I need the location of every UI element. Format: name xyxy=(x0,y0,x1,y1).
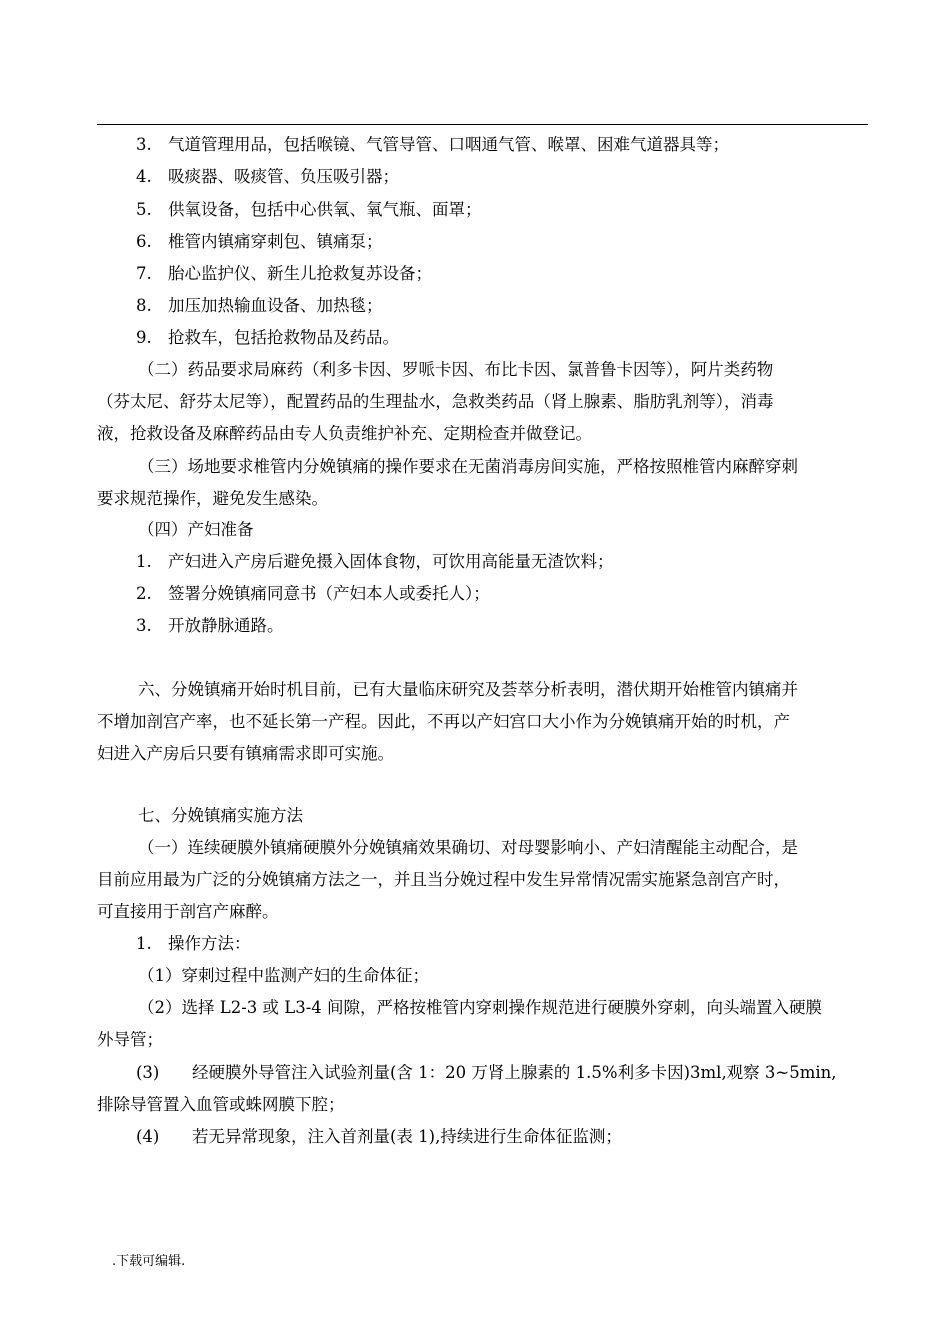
paragraph-line: （2）选择 L2-3 或 L3-4 间隙，严格按椎管内穿刺操作规范进行硬膜外穿刺，向头端置入硬膜 xyxy=(138,998,823,1017)
paragraph-line: （芬太尼、舒芬太尼等），配置药品的生理盐水，急救类药品（肾上腺素、脂肪乳剂等），消毒 xyxy=(97,392,774,411)
item-text: 若无异常现象，注入首剂量(表 1),持续进行生命体征监测； xyxy=(192,1127,622,1146)
list-item xyxy=(136,226,868,258)
paragraph-line: （一）连续硬膜外镇痛硬膜外分娩镇痛效果确切、对母婴影响小、产妇清醒能主动配合，是 xyxy=(138,838,798,857)
item-text: 气道管理用品，包括喉镜、气管导管、口咽通气管、喉罩、困难气道器具等； xyxy=(168,135,729,154)
item-number: 2. xyxy=(136,584,152,603)
item-text: 开放静脉通路。 xyxy=(168,616,284,635)
item-number: 5. xyxy=(136,200,152,219)
list-item xyxy=(136,928,868,960)
item-text: 供氧设备，包括中心供氧、氧气瓶、面罩； xyxy=(168,200,482,219)
paragraph-line: 不增加剖宫产率，也不延长第一产程。因此，不再以产妇宫口大小作为分娩镇痛开始的时机，产 xyxy=(97,712,790,731)
list-item xyxy=(136,1057,868,1089)
paragraph-line: 外导管； xyxy=(97,1030,163,1049)
list-item xyxy=(136,322,868,354)
list-item xyxy=(136,258,868,290)
item-text: 操作方法： xyxy=(168,934,251,953)
item-number: 3. xyxy=(136,616,152,635)
paragraph-line: 排除导管置入血管或蛛网膜下腔； xyxy=(97,1095,345,1114)
paragraph-line: 可直接用于剖宫产麻醉。 xyxy=(97,902,279,921)
item-text: 吸痰器、吸痰管、负压吸引器； xyxy=(168,167,399,186)
list-item xyxy=(136,578,868,610)
item-text: 产妇进入产房后避免摄入固体食物，可饮用高能量无渣饮料； xyxy=(168,552,614,571)
item-text: 抢救车，包括抢救物品及药品。 xyxy=(168,328,399,347)
list-item xyxy=(136,610,868,642)
paragraph-line: 目前应用最为广泛的分娩镇痛方法之一，并且当分娩过程中发生异常情况需实施紧急剖宫产时， xyxy=(97,870,790,889)
item-number: 1. xyxy=(136,552,152,571)
item-number: 4. xyxy=(136,167,152,186)
section-heading: （四）产妇准备 xyxy=(138,520,254,539)
item-number: 9. xyxy=(136,328,152,347)
list-item xyxy=(136,161,868,193)
item-text: 加压加热输血设备、加热毯； xyxy=(168,296,383,315)
item-number: 3. xyxy=(136,135,152,154)
page-footer: .下载可编辑. xyxy=(112,1254,186,1269)
item-text: 签署分娩镇痛同意书（产妇本人或委托人）； xyxy=(168,584,490,603)
item-number: 7. xyxy=(136,264,152,283)
list-item xyxy=(136,194,868,226)
paragraph-line: 妇进入产房后只要有镇痛需求即可实施。 xyxy=(97,744,394,763)
item-text: 椎管内镇痛穿刺包、镇痛泵； xyxy=(168,232,383,251)
paragraph-line: （三）场地要求椎管内分娩镇痛的操作要求在无菌消毒房间实施，严格按照椎管内麻醉穿刺 xyxy=(138,457,798,476)
list-item xyxy=(136,290,868,322)
list-item xyxy=(136,546,868,578)
paragraph-line: 要求规范操作，避免发生感染。 xyxy=(97,489,328,508)
item-number: 8. xyxy=(136,296,152,315)
paragraph-line: （1）穿刺过程中监测产妇的生命体征； xyxy=(138,966,429,985)
header-rule xyxy=(97,124,868,125)
paragraph-line: 六、分娩镇痛开始时机目前，已有大量临床研究及荟萃分析表明，潜伏期开始椎管内镇痛并 xyxy=(138,680,798,699)
item-number: 1. xyxy=(136,934,152,953)
item-number: 6. xyxy=(136,232,152,251)
section-heading: 七、分娩镇痛实施方法 xyxy=(138,806,303,825)
item-number: (4) xyxy=(136,1127,160,1146)
list-item xyxy=(136,129,868,161)
item-text: 经硬膜外导管注入试验剂量(含 1：20 万肾上腺素的 1.5%利多卡因)3ml,观察 3~5min, xyxy=(192,1063,837,1082)
item-number: (3) xyxy=(136,1063,160,1082)
item-text: 胎心监护仪、新生儿抢救复苏设备； xyxy=(168,264,432,283)
paragraph-line: 液，抢救设备及麻醉药品由专人负责维护补充、定期检查并做登记。 xyxy=(97,424,592,443)
list-item xyxy=(136,1121,868,1153)
paragraph-line: （二）药品要求局麻药（利多卡因、罗哌卡因、布比卡因、氯普鲁卡因等），阿片类药物 xyxy=(138,360,774,379)
